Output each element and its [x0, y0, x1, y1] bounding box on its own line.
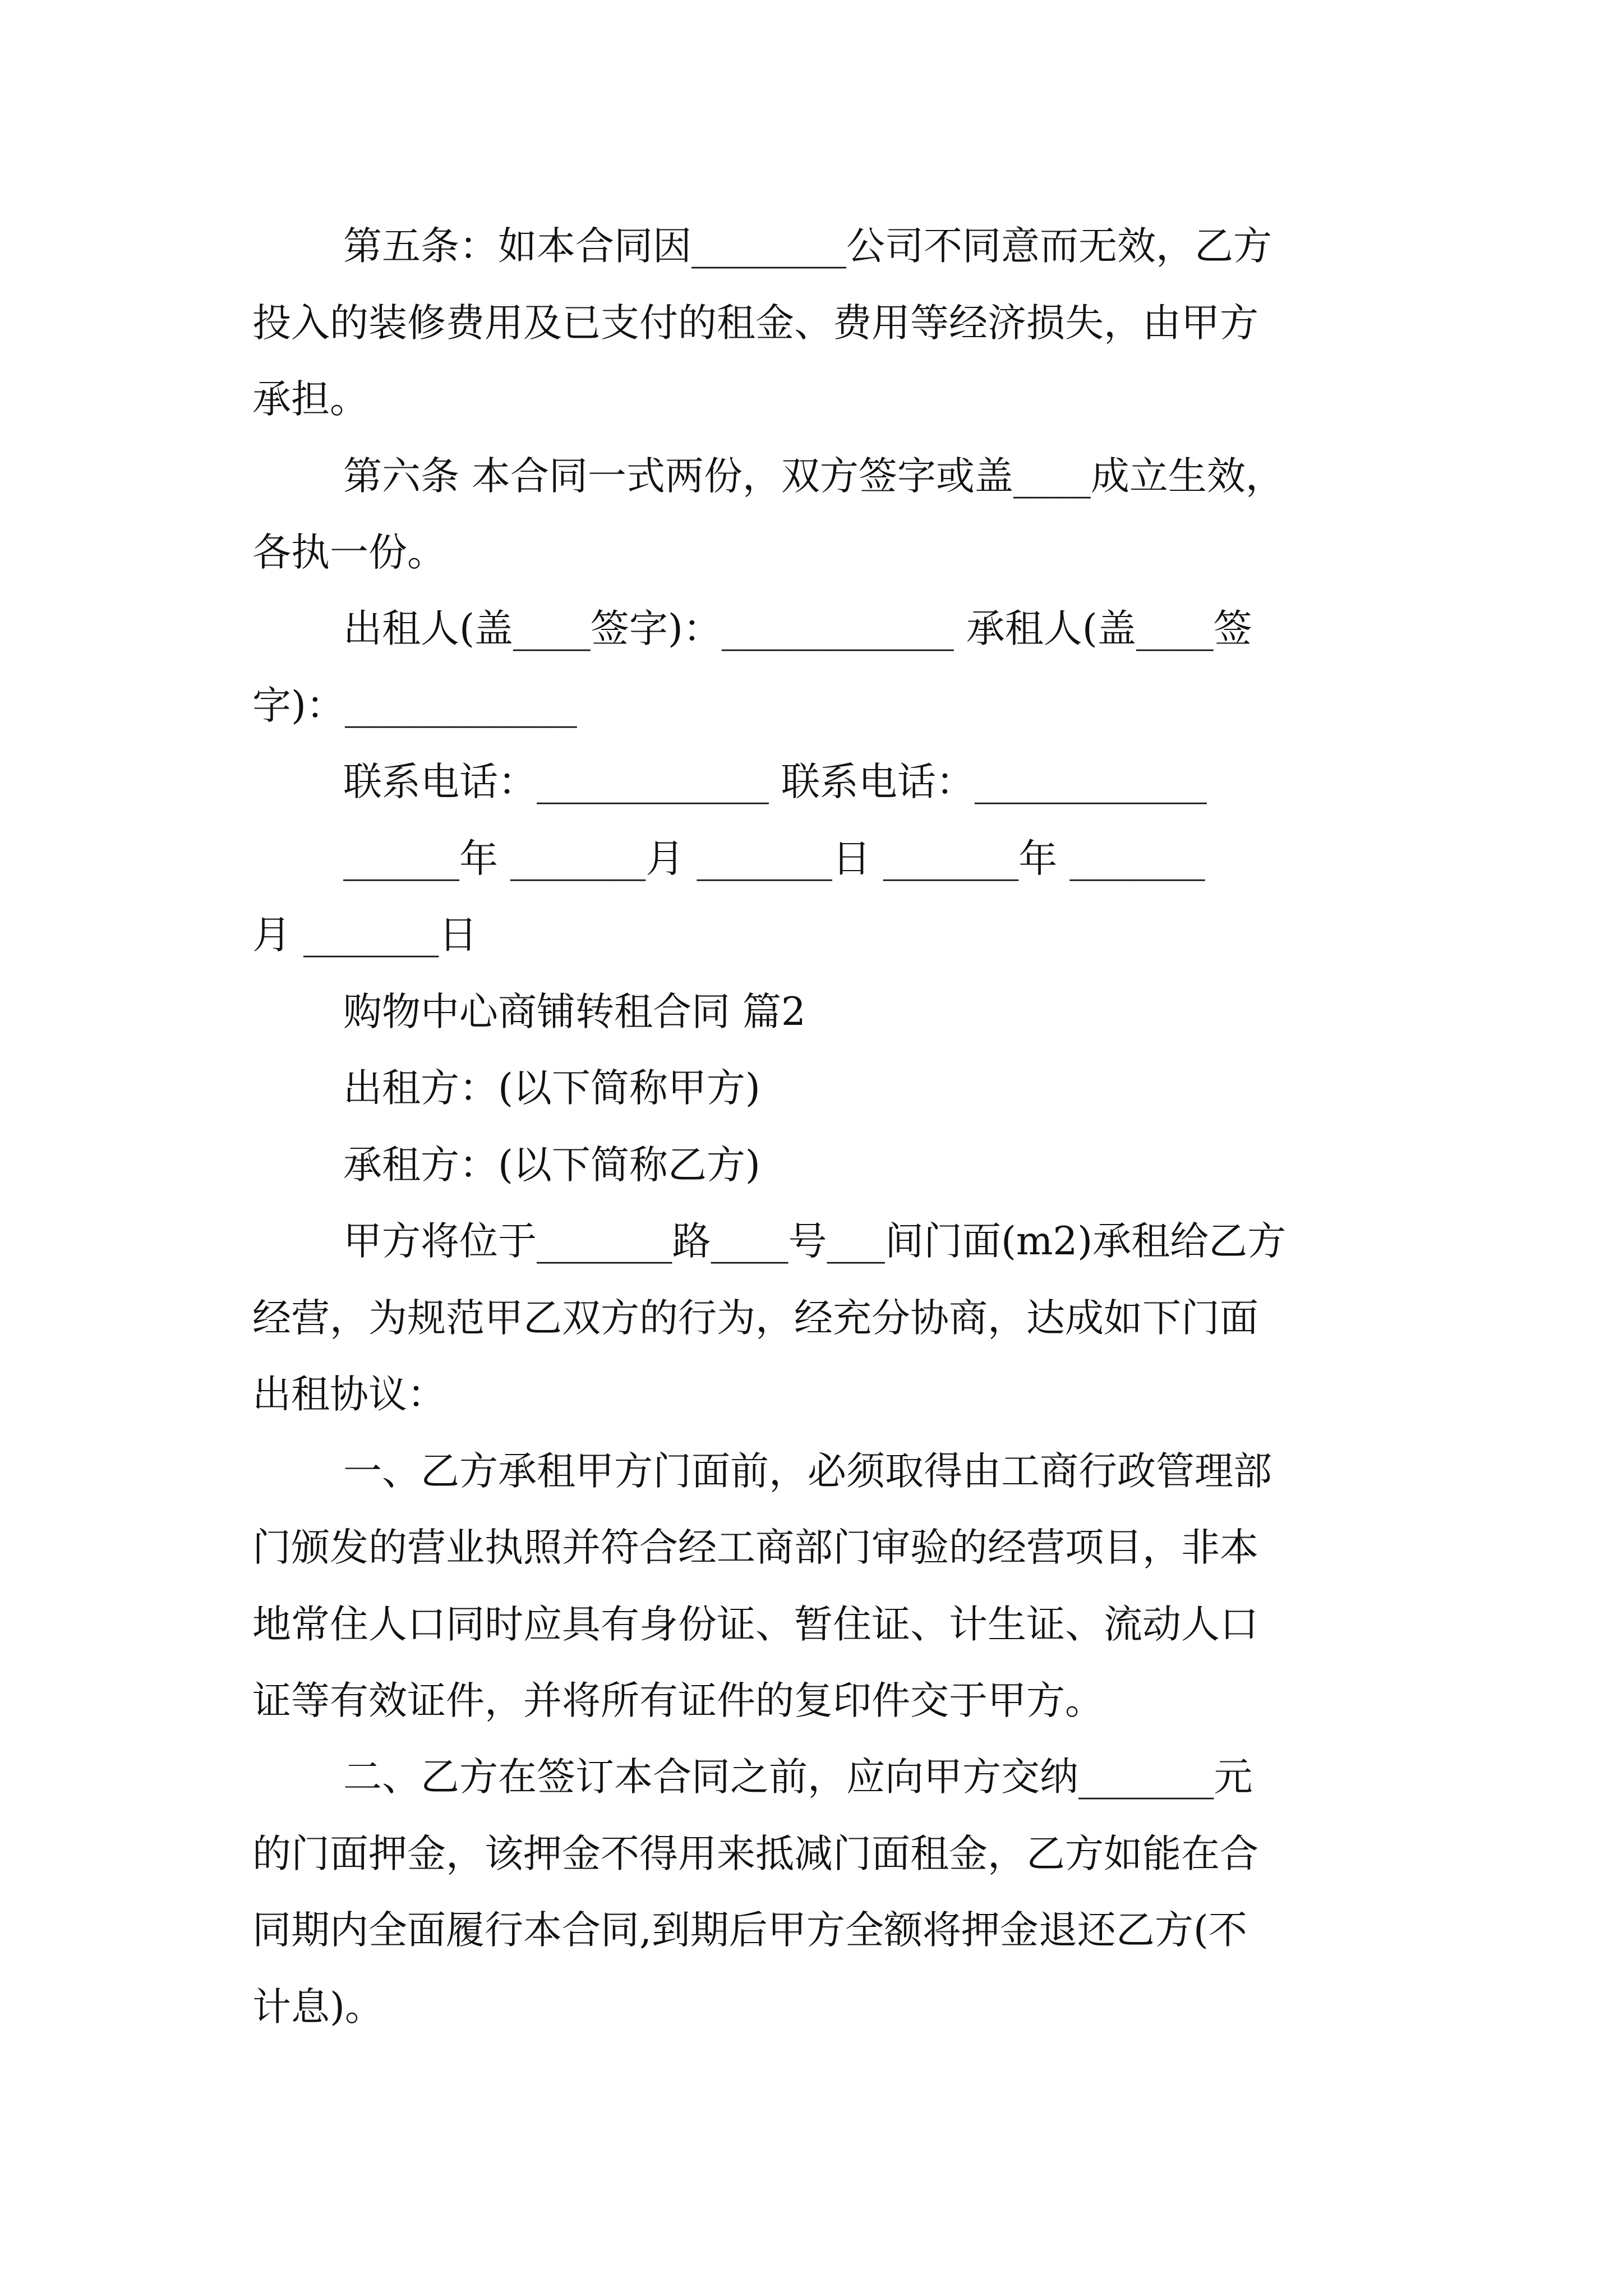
- paragraph-line: 甲方将位于_______路____号___间门面(m2)承租给乙方: [343, 1219, 1287, 1264]
- section-title: 购物中心商铺转租合同 篇2: [343, 990, 806, 1034]
- phone-line: 联系电话：____________ 联系电话：____________: [343, 760, 1207, 804]
- paragraph-line: 一、乙方承租甲方门面前，必须取得由工商行政管理部: [343, 1449, 1272, 1494]
- signature-line: 出租人(盖____签字)：____________ 承租人(盖____签: [343, 606, 1252, 651]
- paragraph-line: 门颁发的营业执照并符合经工商部门审验的经营项目，非本: [252, 1525, 1258, 1570]
- paragraph-line: 经营，为规范甲乙双方的行为，经充分协商，达成如下门面: [252, 1296, 1258, 1341]
- paragraph-line: 地常住人口同时应具有身份证、暂住证、计生证、流动人口: [252, 1602, 1258, 1647]
- paragraph-line: 第五条：如本合同因________公司不同意而无效，乙方: [343, 224, 1272, 269]
- paragraph-line: 计息)。: [252, 1985, 384, 2030]
- paragraph-line: 的门面押金，该押金不得用来抵减门面租金，乙方如能在合: [252, 1832, 1258, 1876]
- paragraph-line: 出租协议：: [252, 1372, 446, 1417]
- paragraph-line: 第六条 本合同一式两份，双方签字或盖____成立生效，: [343, 454, 1284, 499]
- paragraph-line: 证等有效证件，并将所有证件的复印件交于甲方。: [252, 1678, 1104, 1723]
- date-line: 月 _______日: [252, 913, 478, 958]
- paragraph-line: 投入的装修费用及已支付的租金、费用等经济损失，由甲方: [252, 301, 1258, 346]
- party-line: 承租方：(以下简称乙方): [343, 1143, 760, 1188]
- paragraph-line: 同期内全面履行本合同,到期后甲方全额将押金退还乙方(不: [252, 1908, 1247, 1953]
- paragraph-line: 各执一份。: [252, 530, 446, 575]
- paragraph-line: 二、乙方在签订本合同之前，应向甲方交纳_______元: [343, 1755, 1253, 1800]
- paragraph-line: 承担。: [252, 377, 368, 422]
- date-line: ______年 _______月 _______日 _______年 _______: [343, 836, 1205, 881]
- signature-line: 字)：____________: [252, 683, 577, 728]
- party-line: 出租方：(以下简称甲方): [343, 1066, 760, 1111]
